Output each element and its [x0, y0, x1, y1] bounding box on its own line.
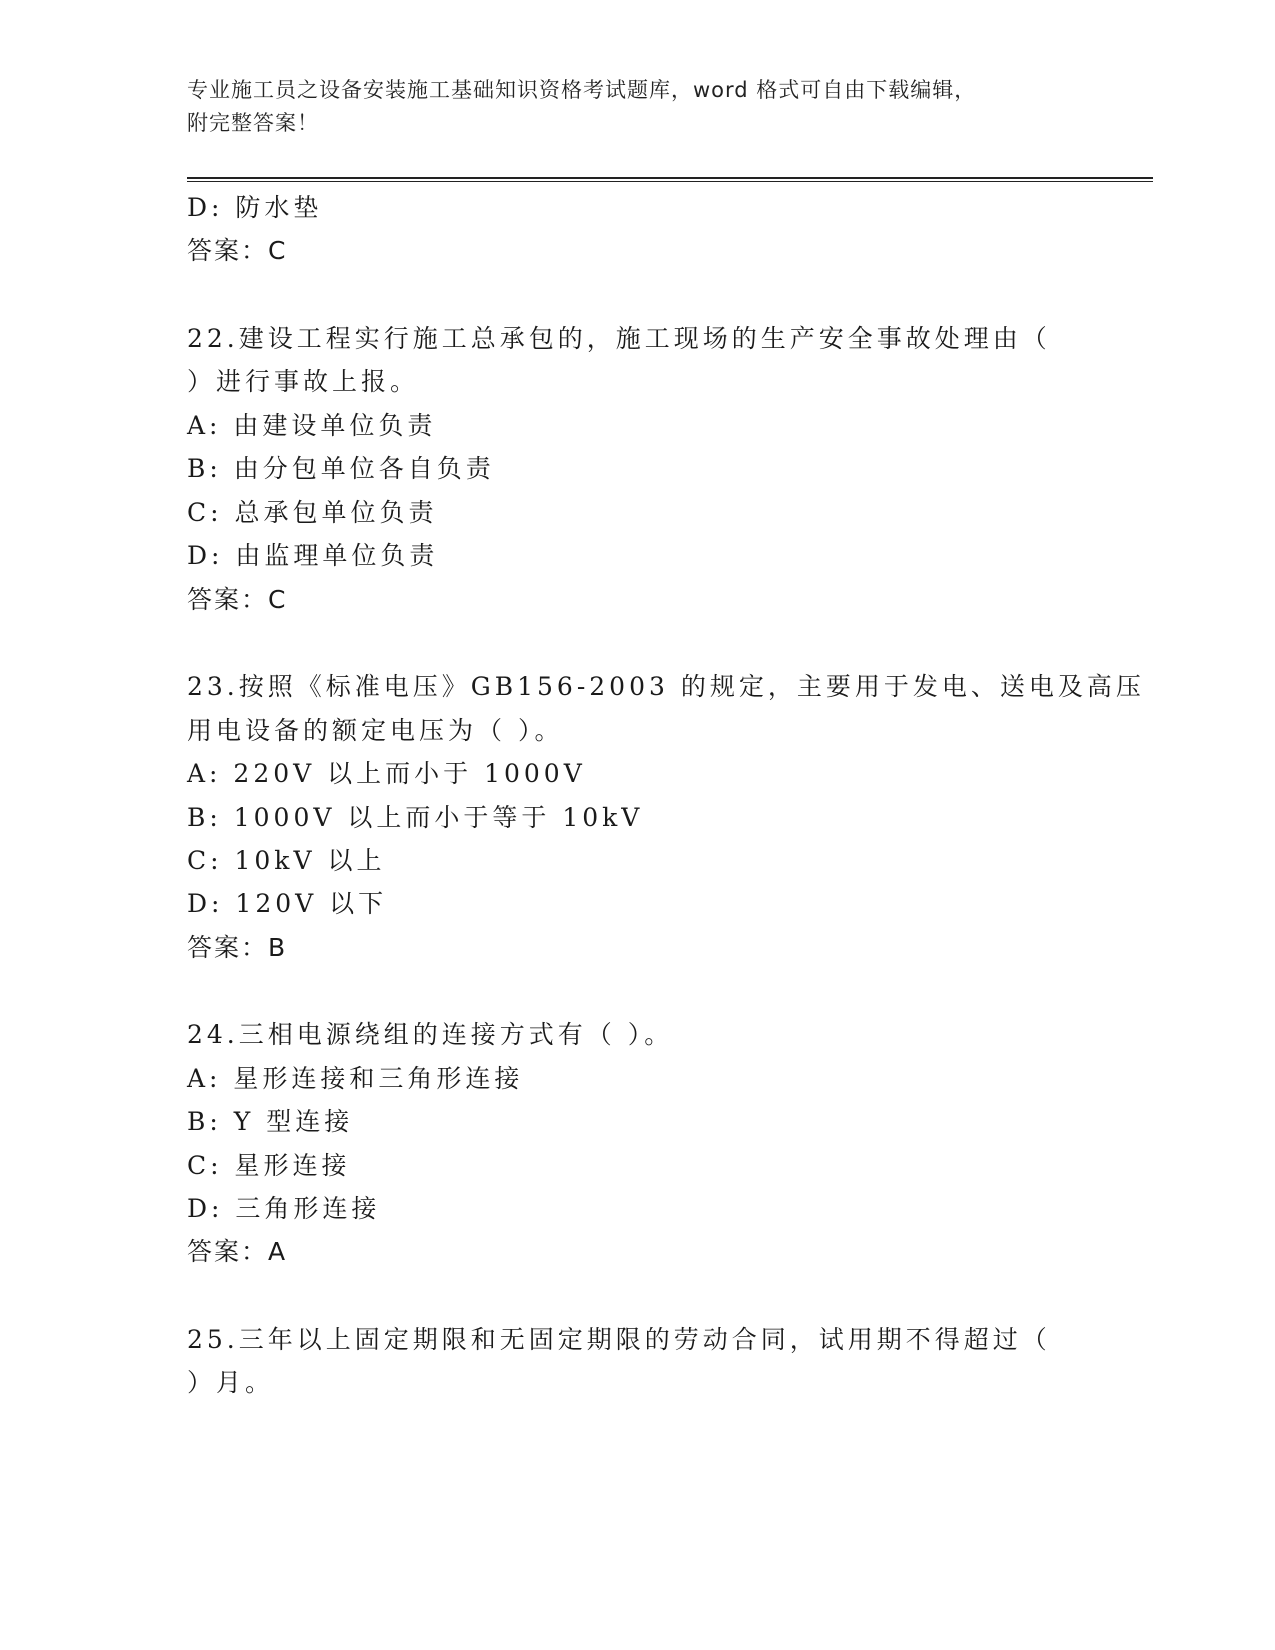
header-divider-thin: [187, 181, 1153, 182]
q24-stem-line-1: 24.三相电源绕组的连接方式有（ ）。: [187, 1020, 674, 1049]
q22-option-a: A: 由建设单位负责: [187, 411, 437, 440]
q22-option-d: D: 由监理单位负责: [187, 541, 439, 570]
header-title-line-2: 附完整答案！: [187, 111, 319, 135]
q24-option-d: D: 三角形连接: [187, 1194, 381, 1223]
q23-stem-line-2: 用电设备的额定电压为（ ）。: [187, 716, 564, 745]
q22-option-b: B: 由分包单位各自负责: [187, 454, 495, 483]
q23-option-b: B: 1000V 以上而小于等于 10kV: [187, 803, 644, 832]
q24-option-c: C: 星形连接: [187, 1151, 351, 1180]
q23-option-d: D: 120V 以下: [187, 889, 388, 918]
q22-option-c: C: 总承包单位负责: [187, 498, 438, 527]
header-divider-thick: [187, 177, 1153, 179]
q23-option-a: A: 220V 以上而小于 1000V: [187, 759, 586, 788]
header-title-line-1: 专业施工员之设备安装施工基础知识资格考试题库，word 格式可自由下载编辑，: [187, 78, 977, 102]
q22-answer: 答案：C: [187, 585, 288, 614]
q25-stem-line-1: 25.三年以上固定期限和无固定期限的劳动合同，试用期不得超过（: [187, 1325, 1051, 1354]
q22-stem-line-1: 22.建设工程实行施工总承包的，施工现场的生产安全事故处理由（: [187, 324, 1051, 353]
q23-answer: 答案：B: [187, 933, 288, 962]
q24-option-a: A: 星形连接和三角形连接: [187, 1064, 524, 1093]
q23-stem-line-1: 23.按照《标准电压》GB156-2003 的规定，主要用于发电、送电及高压: [187, 672, 1145, 701]
q25-stem-line-2: ）月。: [187, 1368, 275, 1397]
q24-answer: 答案：A: [187, 1237, 288, 1266]
q21-option-d: D: 防水垫: [187, 193, 323, 222]
page-header: [187, 74, 1087, 140]
q21-answer: 答案：C: [187, 236, 288, 265]
q22-stem-line-2: ）进行事故上报。: [187, 367, 420, 396]
q23-option-c: C: 10kV 以上: [187, 846, 386, 875]
q24-option-b: B: Y 型连接: [187, 1107, 354, 1136]
